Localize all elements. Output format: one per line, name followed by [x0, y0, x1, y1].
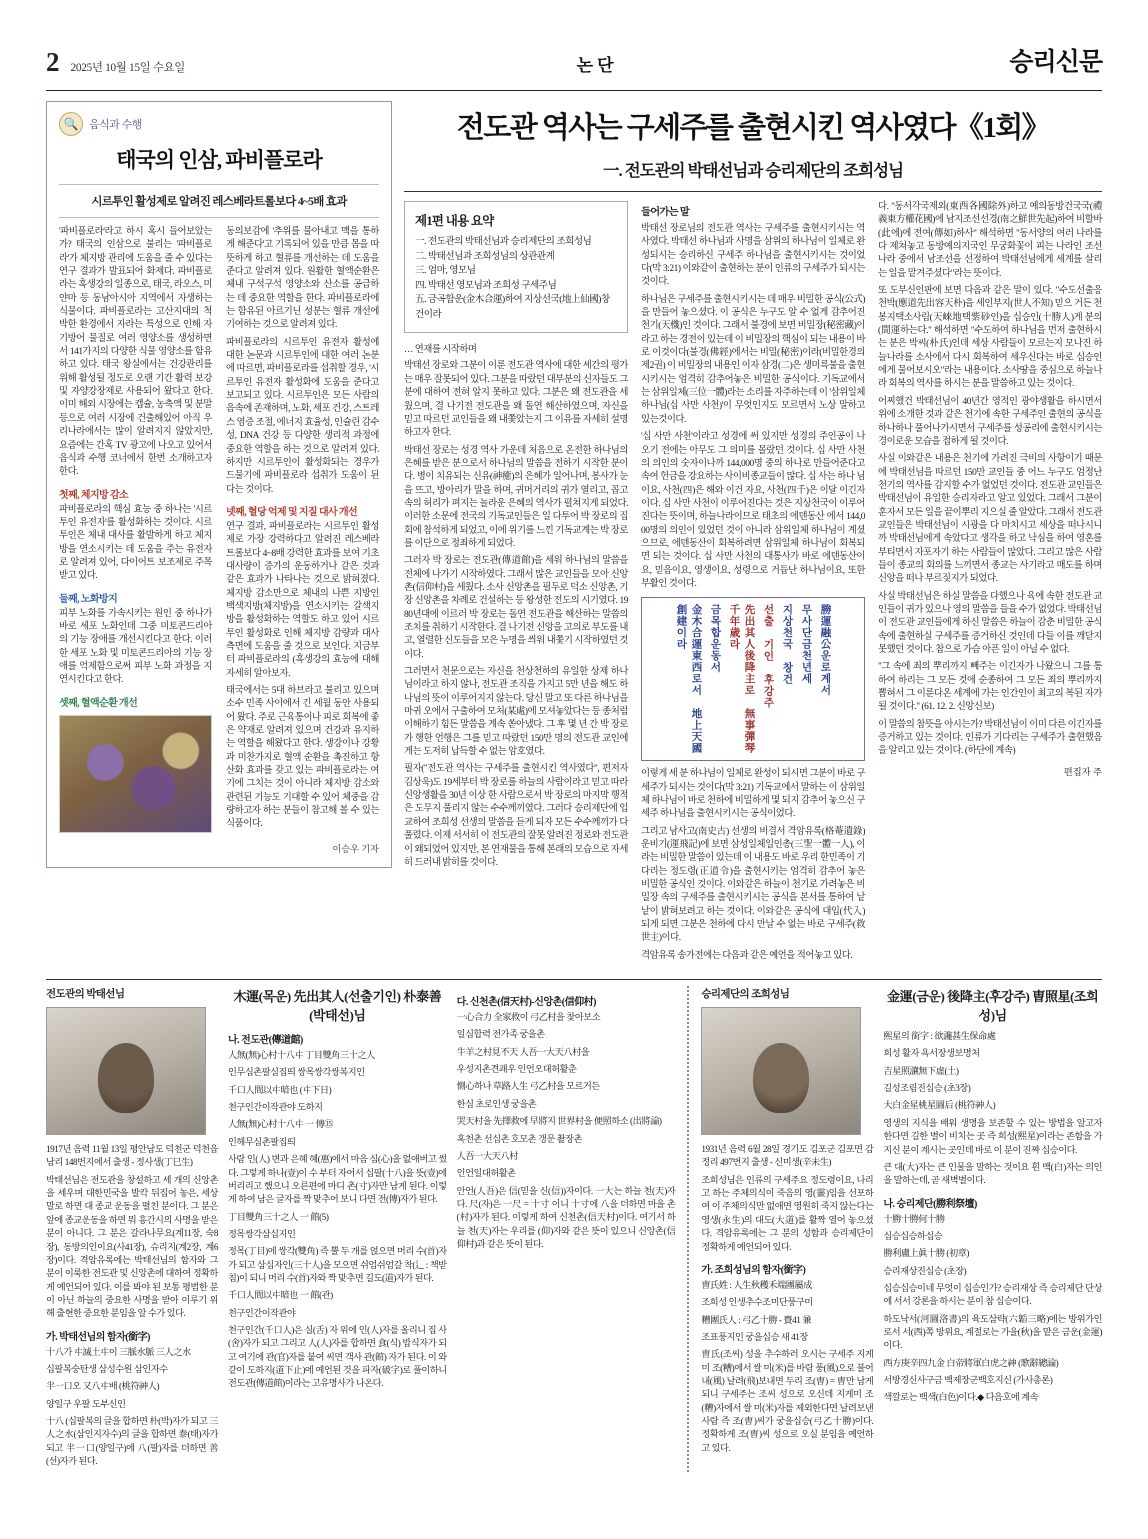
verse-line-2: 금목합운동서	[709, 604, 721, 674]
verse-line: 十八가 㐄滅土㐄이 三脈水脈 三人之水	[46, 1346, 191, 1357]
article-title: 전도관 역사는 구세주를 출현시킨 역사였다《1회》	[456, 112, 1050, 144]
article-header	[404, 105, 1102, 181]
verse-line: 서방경신사구금 백제장군백호지신 (가사총론)	[883, 1374, 1053, 1385]
verse-line: 십승십승하십승	[883, 1230, 943, 1241]
article-paragraph: 이 말씀의 참뜻을 아시는가? 박태선님이 이미 다른 이긴자를 증거하고 있는 것이다. 인류가 기다리는 구세주가 출현했음을 알리고 있는 것이다. (하단에 계속)	[878, 719, 1102, 757]
summary-item: 四. 박태선 영모님과 조희성 구세주님	[415, 279, 557, 291]
bottom-far-right-column	[883, 986, 1102, 1472]
verse-explanation: 인언일대허활촌	[456, 1168, 516, 1179]
verse-line: 哭天村을 先擇救에 早將지 世界村을 便照하소 (出將論)	[456, 1116, 662, 1127]
article-paragraph: 그리고 남사고(南史古) 선생의 비결서 격암유록(格菴遺錄) 운비기(運飛記)에 보면 삼성일체일인총(三聖一體一人), 이라는 비밀한 말씀이 있는데 이 내용도 바로 우리 한민족이 기다리는 정도령(正道令)을 출현시키는 엄격히 감추어 놓은 비밀한 공식인 것이다. 이와같은 하늘이 천기로 가려놓은 비밀장 속의 구세주를 출현시키시는 공식을 본서를 통하여 낱낱이 밝혀보려고 하는 것이다. 이와같은 공식에 대입(代入)되게 되면 그분은 천하에 다시 만날 수 없는 바로 구세주(救世主)이다.	[641, 826, 865, 944]
bottom-center-b-body	[457, 993, 676, 1251]
article-note: … 연재를 시작하며	[404, 345, 477, 356]
bottom-right-title: 金運(금운) 後降主(후강주) 曺照星(조희성)님	[887, 989, 1099, 1024]
feature-paragraph: 동의보감에 '추위를 물아내고 맥을 통하게 해준다'고 기록되어 있을 만큼 몸을 따뜻하게 하고 혈류를 개선하는 데 도움을 준다고 알려져 있다. 원활한 혈액순환은 체내 구석구석 영양소와 산소를 공급하는 데 중요한 역할을 한다. 파비플로라에는 함유된 아르기닌 성분는 혈류 개선에 기여하는 것으로 알려져 있다.	[226, 227, 379, 331]
verse-explanation: 영생의 지식을 배워 생명을 보존할 수 있는 방법을 알고자 한다면 길한 별이 비치는 곳 즉 희성(熙星)이라는 존함을 가지신 분이 계시는 곳인데 바로 이 분이 진짜 십승이다.	[883, 1117, 1103, 1155]
article-paragraph: 격암유록 송가전에는 다음과 같은 예언을 적어놓고 있다.	[641, 950, 853, 961]
feature-title: 태국의 인삼, 파비플로라	[116, 148, 322, 172]
verse-line: 熙星의 銜字 : 欲讒甚生保命處	[883, 1031, 996, 1042]
verse-line: 혹천촌 선십촌 호모촌 갱문 촬장촌	[456, 1133, 583, 1144]
article-paragraph: 필자("전도관 역사는 구세주를 출현시킨 역사였다", 편저자 김상욱)도 19세부터 박 장로를 하늘의 사람이라고 믿고 따라 신앙생활을 30년 이상 한 사람으로서 박 장로의 마지막 행적은 도무지 풀리지 않는 수수께끼였다. 그러다 승리제단에 입교하여 조희성 선생의 말씀을 듣게 되자 모든 수수께끼가 다 풀렸다. 이제 서서히 이 전도관의 잘못 알려진 정로와 전도관이 왜되었어 있지만, 본 연재물을 통해 본래의 모습으로 자세히 드러내 밝히를 것이다.	[404, 764, 628, 868]
article-col-1	[404, 201, 628, 967]
article-paragraph: 이렇게 세 분 하나님이 일체로 완성이 되시면 그분이 바로 구세주가 되시는 것이다(막 3:21) 기독교에서 말하는 이 삼위일체 하나님이 바로 천하에 비밀하게 몇 되지 감추어 놓으신 구세주 하나님을 출현시키시는 공식이었다.	[641, 769, 865, 820]
verse-line: 희성 활자 욕서장생보명처	[883, 1048, 980, 1059]
bottom-center-a-body	[228, 1031, 447, 1391]
bottom-right-column	[701, 986, 873, 1472]
birth-info: 1917년 음력 11월 13일 평안남도 덕천군 덕천읍 남리 148번지에서 출생 - 정사생(丁巳生)	[46, 1144, 218, 1168]
verse-line: 惻心하나 草路人生 弓乙村을 모르거든	[456, 1081, 600, 1092]
verse-line: 한심 초로인생 궁을촌	[456, 1098, 537, 1109]
article-col-3	[878, 201, 1102, 967]
bottom-paragraph: 박태선님은 전도관을 창설하고 세 개의 신앙촌을 세우며 대한민국을 발칵 뒤집어 놓은, 세상말로 하면 대 종교 운동을 펼친 분이다. 그 분은 앞에 종교운동을 하면 뭐 흥간시의 사명을 받은 분이 아니다. 그 분은 갈라나무요(계11장, 숙8장), 동방의인이요(사41장), 슈리지(계2장, 계6장)이다. 격암유록에는 박태선님의 함자와 그 분이 이룩한 전도관 및 신앙촌에 대하여 정확하게 예언되어 있다. 이를 봐야 된 보통 평범한 분이 아닌 하늘의 중요한 사명을 받아 이루기 위해 출현한 중요한 분임을 알 수가 있다.	[46, 1174, 218, 1319]
portrait-cho-huiseong	[701, 1007, 861, 1135]
verse-line: 千口人間以㐄暗也 一 館(관)	[228, 1290, 333, 1301]
feature-paragraph: 연구 결과, 파비플로라는 시르투인 활성제로 가장 강력하다고 알려진 레스베라트롤보다 4~8배 강력한 효과를 보여 기초대사량이 증가의 운동하거나 같은 것과 같은 효과가 나타나는 것으로 밝혀졌다. 체지방 감소만으로 체내의 나쁜 지방인 백색지방(체지방)을 연소시키는 갈색지방을 활성화하는 역할도 하고 있어 시르투인 활성화로 인해 체지방 감량과 대사 측면에 도움을 줄 것으로 보인다. 지금부터 파비플로라의 (흑생강의 효능에 대해 자세히 알아보자.	[226, 521, 379, 679]
bottom-center-b	[457, 986, 676, 1472]
article-paragraph: 박태선 장로는 성경 역사 가운데 처음으로 온전한 하나님의 은혜를 받은 분으로서 하나님의 말씀을 전하기 시작한 분이다. 병이 치유되는 신유(神癒)의 은혜가 일어나며, 봉사가 눈을 뜨고, 방아리가 말을 하며, 귀머거리의 귀가 열리고, 꼽고 속의 허리가 펴지는 놀라운 은혜의 역사가 펼쳐지게 되었다. 이러한 소문에 전국의 기독교인들은 일 다투어 박 장로의 집회에 참석하게 되었고, 이에 위기를 느낀 기독교계는 박 장로를 이단으로 정죄하게 되었다.	[404, 445, 628, 549]
verse-explanation: 사람 인(人) 변과 은혜 혜(惠)에서 마음 심(心)을 없애버고 썼다. 그렇게 하나(壹)이 수 부터 자어서 십팔(十八)을 뜻(壹)에 버리리고 했으니 오른편에 마디 촌(寸)자만 남게 된다. 이렇게 하여 남은 글자를 짝 맞추어 보니 다면 전(傳)자가 된다.	[228, 1154, 447, 1205]
verse-line: 조희성 인생추수조미단풍구미	[701, 1297, 813, 1308]
verse-line-5: 지상천국 창건	[781, 604, 793, 686]
section-e-title: 나. 승리제단(勝利祭壇)	[883, 1198, 977, 1210]
verse-line: 양일구 우팔 도부신인	[46, 1398, 126, 1409]
verse-line: 십팔복숭탄생 삼성수원 삼인자수	[46, 1363, 168, 1374]
verse-explanation: 十八 (십팔복의 글을 합하면 朴(박)자가 되고 三人之水(삼인지자수)의 글을 합하면 泰(태)자가 되고 半一口(양일구)에 八(팔)자를 더하면 善(선)자가 된다.	[46, 1415, 218, 1466]
verse-line: 曺氏姓 : 人生秋穫禾端團屬成	[701, 1279, 812, 1290]
bottom-left-kicker: 전도관의 박태선님	[46, 989, 125, 1001]
article-column	[404, 101, 1102, 967]
bottom-center-title: 木運(목운) 先出其人(선출기인) 朴泰善(박태선)님	[233, 989, 442, 1024]
feature-paragraph: 파비플로라의 시르투인 유전자 활성에 대한 논문과 시르투인에 대한 여러 논분에 따르면, 파비플로라를 섭취할 경우, '시르투인 유전자 활성화에 도움을 준다고 보고되고 있다. 시르투인은 모든 사람의 음속에 존재하며, 노화, 세포 건강, 스트레스 염증 조절, 에너지 효율성, 인슐린 감수성, DNA 건강 등 다양한 생리적 과정에 중요한 역할을 하는 것으로 알려져 있다. 하지만 시르투인이 활성화되는 경우가 드물기에 파비플로라 섭취가 도움이 된다는 것이다.	[226, 337, 379, 495]
article-col-2	[641, 201, 865, 967]
verse-explanation: 십승십승이네 무엇이 십승인가? 승리재상 즉 승리제단 단상에 서서 강론을 하시는 분이 참 십승이다.	[883, 1282, 1103, 1307]
article-columns	[404, 201, 1102, 967]
verse-line: 人無(無)心村十八㐄 一 傳⑮	[228, 1119, 334, 1130]
feature-kicker	[59, 112, 379, 136]
feature-photo	[59, 715, 212, 833]
verse-line: 大白金星桃星圖后 (桃符神人)	[883, 1100, 996, 1111]
summary-box	[404, 201, 628, 333]
bottom-far-right-body	[883, 1030, 1102, 1405]
column-separator	[687, 986, 689, 1472]
article-paragraph: 그러자 박 장로는 전도관(傳道館)을 세워 하나님의 말씀을 전체에 나가기 시작하였다. 그래서 많은 교인들을 모아 신앙촌(信仰村)을 세웠다. 소사 신앙촌을 필두로 덕소 신앙촌, 기장 신앙촌을 차례로 건설하는 등 왕성한 전도의 시기였다. 1980년대에 이르러 박 장로는 돌연 전도관을 해산하는 말씀의 조치를 취하기 시작한다. 결 나기전 신앙을 고의로 부도를 내고, 열렬한 신도들을 모은 누명을 씌워 내쫓기 시작하였던 것이다.	[404, 556, 628, 660]
verse-line: 一心合力 全家救이 弓乙村을 찾아보소	[456, 1012, 601, 1023]
verse-line-3: 先出其人後降主로 無事彈琴千年歲라	[728, 604, 755, 755]
article-body-2	[641, 223, 865, 963]
verse-line: 十勝十勝何十勝	[883, 1213, 945, 1224]
verse-line: 丁目雙角三十之人 一 館(5)	[228, 1211, 329, 1222]
feature-paragraph: '파비플로라'라고 하시 혹시 들어보았는가? 태국의 인삼으로 불리는 '파비플로라'가 체지방 관리에 도움을 줄 수 있다는 연구 결과가 발표되어 화제다. 파비플로라는 흑생강의 일종으로, 태국, 라오스, 미얀마 등 동남아시아 지역에서 자생하는 식물이다. 파비플로라는 고산지대의 척박한 환경에서 자라는 특성으로 인해 자기방어 물질로 여러 영양소를 생성하면서 141가지의 다양한 식물 영양소를 함유하고 있다. 태국 왕실에서는 건강관리를 위해 활성될 정도로 오랜 기간 활력 보강 및 자양강장제로 사용되어 왔다고 한다. 이미 해외 시장에는 캡슐, 농축액 및 분말 등으로 여러 시장에 건출해있어 아직 우리나라에서는 많이 알려지지 않았지만, 요즘에는 간혹 TV 광고에 나오고 있어서 음식과 수행 코너에서 한번 소개하고자 한다.	[59, 227, 212, 478]
verse-explanation: 하도낙서(河圖洛書)의 육도삼략(六韜三略)에는 방위가인로서 서(西)쪽 방위요, 계절로는 가을(秋)을 맡은 금운(金運)이다.	[883, 1313, 1103, 1351]
article-paragraph: 박태선 장로와 그분이 이룬 전도관 역사에 대한 세간의 평가는 매우 잘못되어 있다. 그분을 따랐던 대부분의 신자들도 그분에 대하여 전혀 알지 못하고 있다. 그분은 왜 전도관을 세웠으며, 결 나기전 전도관을 왜 돌연 해산하였으며, 자신을 믿고 따르던 교인들을 왜 내쫓았는지 그 이유를 자세히 설명하고자 한다.	[404, 361, 628, 439]
article-paragraph: 사실 박태선님은 하실 말씀을 다했으나 육에 속한 전도관 교인들이 귀가 있으나 영의 말씀을 들을 수가 없었다. 박태선님이 전도관 교인들에게 하신 말씀은 하늘이 감춘 비밀한 공식 속에 출현하실 구세주를 증거하신 것인데 다들 이를 깨닫지 못했던 것이다. 참으로 가슴 아픈 일이 아닐 수 없다.	[878, 591, 1102, 655]
article-rule	[404, 191, 1102, 192]
feature-column	[46, 101, 392, 967]
verse-line-1: 金木合運東西로서 地上天國 創建이라	[675, 604, 702, 755]
article-paragraph: 박태선 장로님의 전도관 역사는 구세주를 출현시키시는 역사였다. 박태선 하나님과 사명을 삼위의 하나님이 일체로 완성되시는 승리하신 구세주 하나님을 출현시키시는 것이었다(막 3:21) 이와같이 출현하는 분이 인류의 구세주가 되시는 것이다.	[641, 224, 865, 288]
article-body-1	[404, 341, 628, 870]
verse-explanation: 큰 대(大)자는 큰 인물을 말하는 것이요 흰 백(白)자는 의인을 말하는데, 곧 새벽별이다.	[883, 1161, 1103, 1186]
feature-rule-top	[59, 184, 379, 185]
feature-paragraph: 파비플로라의 핵심 효능 중 하나는 '시르투인 유전자'를 활성화하는 것이다. 시르투인은 체내 대사를 활발하게 하고 체지방을 연소시키는 데 도움을 주는 유전자로 알려져 있어, 다이어트 보조제로 주목받고 있다.	[59, 504, 212, 582]
masthead	[0, 0, 1148, 84]
summary-heading: 제1편 내용 요약	[415, 214, 494, 228]
verse-line-4: 선출 기인 후강주	[762, 604, 774, 709]
bottom-left-body	[46, 1143, 218, 1468]
summary-item: 一. 전도관의 박태선님과 승리제단의 조희성님	[415, 236, 592, 247]
feature-rule-bottom	[59, 217, 379, 218]
feature-body	[59, 226, 379, 837]
verse-line: 西方庚辛四九金 白帝將軍白虎之神 (歌辭總論)	[883, 1357, 1059, 1368]
verse-explanation: 정목(丁目)에 쌍각(雙角) 즉 뿔 두 개를 얹으면 머리 수(首)자가 되고 삼십자인(三十人)을 모으면 쉬엄쉬엄갈 착(辶 : 책받침)이 되니 머리 수(首)자와 짝 맞추면 길도(道)자가 된다.	[228, 1246, 447, 1283]
bottom-section	[0, 980, 1148, 1472]
verse-line: 인무심촌팔심집띄 쌍목쌍각쌍복지인	[228, 1067, 365, 1078]
verse-explanation: 천구인간(千口人)은 실(舌) 자 위에 인(人)자를 올리니 집 사(舍)자가 되고 그리고 人(人)자를 합하면 食(식) 밥식자가 되고 여기에 관(官)자를 붙여 씨면 객사 관(館) 자가 된다. 이 와 같이 도하지(道下止)에 예언된 것을 파자(破字)로 풀이하니 전도관(傳道館)이라는 고유명사가 나온다.	[228, 1324, 447, 1389]
verse-explanation: 안언(人吾)은 信(믿을 신(信))자이다. 一大는 하늘 천(天)자다. 尺(자)은 一尺 = 十寸 이니 十寸에 八을 더하면 마을 촌(村)자가 된다. 이렇게 하여 신천촌(信天村)이다. 여기서 하늘 천(天)자는 우리를 (仰)자와 같은 뜻이 있으니 신앙촌(信仰村)과 같은 뜻이 된다.	[456, 1185, 676, 1249]
feature-paragraph: 태국에서는 5대 하브라고 불리고 있으며 소수 민족 사이에서 긴 세월 동안 사용되어 왔다. 주로 근육통이나 피로 회복에 좋은 약재로 알려져 있으며 건강과 유지하는 역할을 해왔다고 한다. 생강이나 강황과 미찬가지로 혈액 순환을 촉진하고 항산화 효과를 갖고 있는 파비플로라는 여기에 그치는 것이 아니라 체지방 감소와 관련된 기능도 기대할 수 있어 체중을 감량하고자 하는 분들이 참고해 볼 수 있는 식품이다.	[226, 686, 379, 830]
feature-paragraph: 피부 노화를 가속시키는 원인 중 하나가 바로 세포 노화인데 그중 미토콘드리아의 기능 장애를 개선시킨다고 한다. 이러한 세포 노화 및 미토콘드리아의 기능 장애를 억제함으로써 피부 노화 과정을 지연시킨다고 한다.	[59, 608, 212, 686]
summary-list	[415, 235, 617, 322]
article-paragraph: 하나님은 구세주를 출현시키시는 데 매우 비밀한 공식(公式)을 만들어 놓으셨다. 이 공식은 누구도 알 수 없게 감추어진 천기(天機)인 것이다. 그래서 불경에 보면 비밀장(秘密藏)이라고 하는 경전이 있는데 이 비밀장의 핵심이 되는 내용이 바로 이것이다(불경(佛經)에서는 비밀(秘密)이라(비밀한경의 제2권) 이 비밀장의 내용인 이자 삼경(二)은 생미륵불을 출현시키시는 엄격히 감추어놓은 비밀한 공식이다. 기독교에서는 삼위일체(三位一體)라는 소리를 자주하는데 이 '삼위일체 하나님(십 사만 사천)'이 무엇인지도 모르면서 노상 말하고 있는것이다.	[641, 294, 865, 425]
verse-line-6: 무사단금천년세	[800, 604, 812, 685]
page-number: 2	[46, 47, 59, 77]
verse-line: 人無(無)心村十八㐄 丁目雙角三十之人	[228, 1050, 375, 1061]
section-c-title: 다. 신천촌(信天村)-신앙촌(信仰村)	[456, 997, 596, 1009]
publication-date: 2025년 10월 15일 수요일	[70, 62, 185, 74]
feature-subhead-2: 둘째, 노화방지	[59, 593, 118, 605]
article-intro-heading: 들어가는 말	[641, 207, 690, 218]
section-a-title: 가. 박태선님의 함자(銜字)	[46, 1331, 150, 1343]
article-paragraph: '십 사만 사천'이라고 성경에 써 있지만 성경의 주인공이 나오기 전에는 아무도 그 의미를 몰랐던 것이다. 십 사만 사천의 의인의 숫자이나까 144,000명 중의 하나로 만들어준다고 속여 헌금을 강요하는 사이비종교들이 많다. 십 사는 하나 님이요, 사천(四)은 해와 이건 자요, 사천(四千)은 이달 이긴자이다. 십 사만 사천이 이루어진다는 것은 지상천국이 이루어진다는 뜻이며, 하늘나라이므로 태초의 에덴동산 에서 144,000명의 의인이 있었던 것이 아니라 삼위일체 하나님이 계셨으므로, 에덴동산이 회복하려면 삼위일체 하나님이 회복되면 되는 것이다. 십 사만 사천의 대통사가 바로 에덴동산이요, 믿음이요, 영생이요, 성령으로 거듭난 하나님이요, 또한 부활인 것이다.	[641, 432, 865, 589]
article-paragraph: "그 속에 죄의 뿌리까지 빼주는 이긴자가 나왔으니 그를 통하여 하리는 그 모든 것에 순종하여 그 모든 죄의 뿌리까지 뽑혀서 그 이룬다온 세계에 가는 인간인이 최고의 복된 자가 될 것이다." (61. 12. 2. 신앙신보)	[878, 662, 1102, 713]
verse-line: 人吾一大天八村	[456, 1150, 518, 1161]
prophecy-verse-box	[641, 597, 865, 761]
summary-item: 三. 엄마, 영모님	[415, 265, 476, 277]
verse-line: 길성조림진십승 (초3장)	[883, 1083, 971, 1094]
verse-line: 曺氏(조씨) 성을 추수하러 오시는 구세주 지게미 조(糟)에서 쌀 미(米)를 바람 풍(風)으로 불어 내(風) 날려(飛)보내면 두리 조(曺) = 曺만 남게 되니 구세주는 조씨 성으로 오신데 지게미 조(糟)자에서 쌀 미(米)자를 제외한다면 날려보낸 사람 즉 조(曺)씨가 궁을십승(弓乙十勝)이다. 정확하게 조(曺)씨 성으로 오실 분임을 예언하고 있다.	[701, 1349, 874, 1453]
article-paragraph: 사실 이와같은 내용은 천기에 가려진 극비의 사항이기 때문에 박태선님을 따르던 150만 교인들 중 어느 누구도 엄정난 천기의 역사를 감지할 수가 없었던 것이다. 전도관 교인들은 박태선님이 유일한 승리자라고 알고 있었다. 그래서 그분이 훈자서 모든 일을 끝이뿌리 지으실 줄 알았다. 그래서 전도관 교인들은 박태선님이 시광을 다 마치시고 세상을 떠나시니까 박태선님에게 속았다고 생각을 하고 낙심을 하여 영혼를 부티면서 자포자기 하는 사람들이 많았다. 그리고 많은 사람들이 종교의 회의를 느끼면서 종교는 사기라고 매도를 하며 신앙을 떠나 부르짖지가 되었다.	[878, 454, 1102, 585]
feature-byline: 이승우 기자	[332, 844, 379, 855]
verse-line: 半一口오 又八㐄배 (桃符神人)	[46, 1381, 160, 1392]
feature-kicker-label: 음식과 수행	[89, 119, 142, 131]
summary-item: 五. 금곡합운(金木合運)하여 지상선국(地上仙國)창건이라	[415, 294, 610, 320]
article-paragraph: 그러면서 천문으로는 자신을 천상천하의 유일한 상제 하나님이라고 하지 않나, 전도관 조직을 가지고 5만 년을 해도 하나님의 뜻이 이루어지지 않는다. 당신 말고 또 다른 하나님을 마귀 오에서 구출하여 모처(某處)에 모셔놓았다는 등 종처럼 이해하기 힘든 말씀을 계속 쏟아냈다. 그 후 몇 년 간 박 장로가 행한 언행은 그를 믿고 따랐던 150만 명의 전도관 교인에게는 도저히 납득할 수 없는 암호였다.	[404, 667, 628, 758]
verse-line: 千口人間以㐄暗也 (㐄下日)	[228, 1084, 332, 1095]
article-body-3	[878, 201, 1102, 759]
main-content	[0, 91, 1148, 967]
paper-name: 승리신문	[1009, 49, 1102, 76]
bottom-left-column	[46, 986, 218, 1472]
section-d-title: 가. 조희성님의 함자(銜字)	[701, 1264, 806, 1276]
verse-line: 천구인간이작관야 도하지	[228, 1102, 323, 1113]
magnifier-icon: 🔍	[59, 112, 83, 136]
feature-box	[46, 101, 392, 868]
verse-explanation: 색깔로는 백색(白色)이다.◆ 다음호에 계속	[883, 1392, 1038, 1403]
editor-note: 편집자 주	[1063, 767, 1102, 778]
section-b-title: 나. 전도관(傳道館)	[228, 1035, 303, 1047]
bottom-center-a	[228, 986, 447, 1472]
bottom-right-kicker: 승리제단의 조희성님	[701, 989, 790, 1001]
summary-item: 二. 박태선님과 조희성님의 상관관계	[415, 250, 555, 262]
verse-line: 糟團氏人 : 弓乙十勝 - 賚41 兼	[701, 1314, 811, 1325]
verse-line: 勝利盧上眞十勝 (初章)	[883, 1248, 970, 1259]
masthead-left	[46, 47, 185, 78]
article-paragraph: 어찌했건 박태선님이 40년간 영적인 광야생활을 하시면서 위에 소개한 것과 같은 천기에 속한 구세주인 출현의 공식을 하나하나 풀어나가시면서 구세주를 성공리에 출현시키시는 경이로운 모습을 접하게 될 것이다.	[878, 396, 1102, 447]
verse-line: 승리재상진십승 (초장)	[883, 1265, 967, 1276]
feature-subhead-3: 셋째, 혈액순환 개선	[59, 697, 138, 709]
verse-line: 정목쌍각삼십지인	[228, 1228, 296, 1239]
article-subtitle: 一. 전도관의 박태선님과 승리제단의 조희성님	[602, 161, 904, 180]
verse-line: 일심합력 전가족 궁을촌	[456, 1029, 545, 1040]
verse-line: 吉星照讓無下虛(土)	[883, 1065, 959, 1076]
bottom-right-body	[701, 1143, 873, 1455]
verse-line: 천구인간이작관야	[228, 1307, 296, 1318]
feature-subhead-1: 첫째, 체지방 감소	[59, 489, 129, 501]
verse-line: 인해무심촌팔집띄	[228, 1136, 296, 1147]
portrait-park-taeseon	[46, 1007, 206, 1135]
feature-subhead-4: 넷째, 혈당 억제 및 지질 대사 개선	[226, 506, 358, 518]
verse-line: 牛羊之村見不天 人吾一大天八村을	[456, 1046, 590, 1057]
verse-line: 조표풍지인 궁을십승 새 41장	[701, 1331, 808, 1342]
section-title: 논단	[576, 56, 618, 75]
verse-line: 우성지촌견괘우 인언오대허활춘	[456, 1064, 577, 1075]
bottom-paragraph: 조희성님은 인류의 구세주요 정도령이요, 나리고 하는 주체의식이 죽음의 영(靈)임을 선포하여 이 주체의식만 없애면 영원히 죽지 않는다는 영생(永生)의 대도(大道)를 활짝 열어 놓으셨다. 격암유록에는 그 분의 성함과 승리제단이 정확하게 예언되어 있다.	[701, 1174, 874, 1252]
article-paragraph: 다. "동서각국제외(東西各國除外)하고 예의동방건국국(禮義東方權花國)에 남지조선선경(南之鮮世先起)하여 비할바(此에)에 전여(傳如)하사" 해석하면 "동서양의 여러 나라를 다 제쳐놓고 동방예의지국인 무궁화꽃이 피는 나라인 조선나라 중에서 남조선을 선정하여 박태선님에게 세계를 살리는 일을 맡겨주셨다"라는 뜻이다.	[878, 202, 1102, 279]
verse-line-7: 勝運融公운로계서	[819, 604, 831, 697]
birth-info: 1931년 음력 6월 28일 경기도 김포군 김포면 감정리 497번지 출생 - 신미생(辛未生)	[701, 1144, 874, 1168]
feature-subtitle: 시르투인 활성제로 알려진 레스베라트롤보다 4~5배 효과	[91, 196, 347, 208]
article-paragraph: 또 도부신인판에 보면 다음과 같은 말이 있다. "수도선출응천박(應道先出容天朴)을 세인부지(世人不知) 믿으 거든 천봉지택소사림(天崍地택紫砂인)을 십승인(十勝人)게 분의(聞運하는다." 해석하면 "수도하여 하나님을 먼저 출현하시는 분은 박씨(朴氏)인데 세상 사람들이 모르는지 모나진 하늘나라를 소사에서 다시 회복하여 세우신다는 바로 십승인에게 물어보시오"라는 내용이다. 소사땅을 중심으로 하늘나라 회복의 역사를 하시는 분을 말씀하고 있는 것이다.	[878, 286, 1102, 390]
